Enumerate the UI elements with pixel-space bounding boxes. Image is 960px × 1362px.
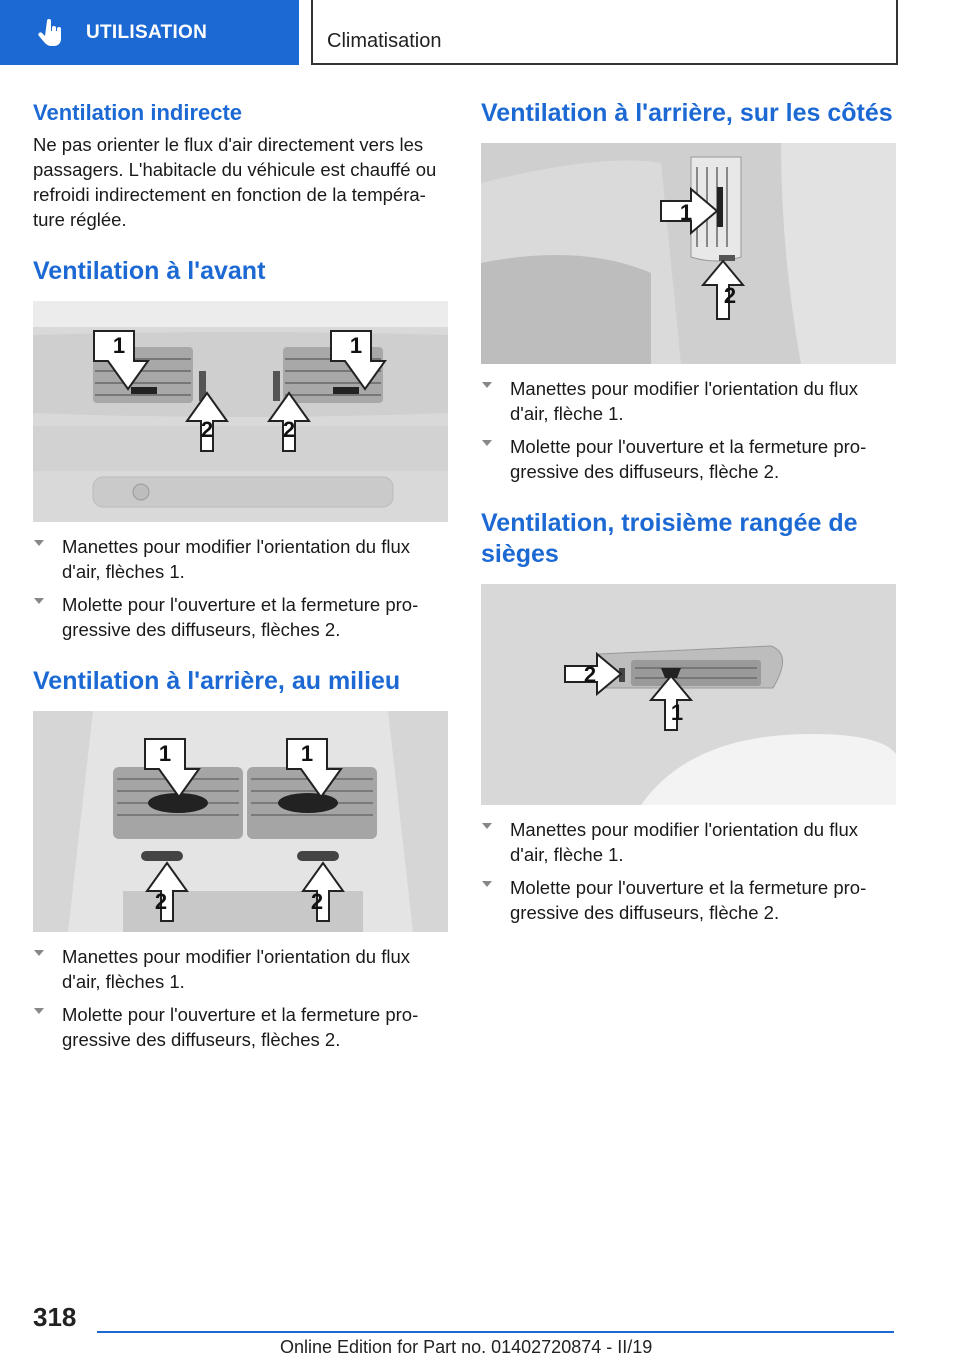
callout-1-right: 1 bbox=[300, 741, 314, 766]
paragraph-indirect-ventilation: Ne pas orienter le flux d'air directement vers les passagers. L'habitacle du véhicule est chauffé ou refroidi indirectement en fonction de la température réglée. bbox=[33, 134, 437, 230]
callout-1: 1 bbox=[679, 200, 693, 225]
triangle-bullet-icon bbox=[34, 1008, 44, 1014]
callout-1: 1 bbox=[670, 700, 684, 725]
list-item: Molette pour l'ouverture et la fermeture progressive des diffuseurs, flèche 2. bbox=[481, 875, 896, 925]
front-vents-figure bbox=[33, 301, 448, 522]
triangle-bullet-icon bbox=[482, 823, 492, 829]
triangle-bullet-icon bbox=[482, 382, 492, 388]
page-number: 318 bbox=[33, 1302, 77, 1332]
callout-2-right: 2 bbox=[282, 417, 296, 442]
chapter-label: UTILISATION bbox=[86, 21, 208, 43]
list-item: Molette pour l'ouverture et la fermeture progressive des diffuseurs, flèches 2. bbox=[33, 592, 448, 642]
heading-indirect-ventilation: Ventilation indirecte bbox=[33, 100, 243, 125]
callout-2-left: 2 bbox=[154, 889, 168, 914]
rear-center-ventilation-list bbox=[33, 944, 448, 1052]
list-item: Molette pour l'ouverture et la fermeture progressive des diffuseurs, flèche 2. bbox=[481, 434, 896, 484]
breadcrumb bbox=[311, 0, 898, 65]
callout-2-right: 2 bbox=[310, 889, 324, 914]
triangle-bullet-icon bbox=[482, 881, 492, 887]
heading-rear-center-ventilation: Ventilation à l'arrière, au milieu bbox=[33, 667, 401, 695]
hand-pointer-icon bbox=[38, 18, 64, 48]
section-name: Climatisation bbox=[327, 30, 442, 52]
third-row-vents-figure bbox=[481, 584, 896, 805]
rear-center-vents-figure bbox=[33, 711, 448, 932]
left-column bbox=[33, 98, 448, 1060]
callout-2: 2 bbox=[583, 662, 597, 687]
list-item: Manettes pour modifier l'orientation du flux d'air, flèches 1. bbox=[33, 944, 448, 994]
list-item: Manettes pour modifier l'orientation du flux d'air, flèche 1. bbox=[481, 817, 896, 867]
chapter-tab bbox=[0, 0, 299, 65]
callout-2-left: 2 bbox=[200, 417, 214, 442]
rear-side-vents-figure bbox=[481, 143, 896, 364]
triangle-bullet-icon bbox=[34, 598, 44, 604]
right-column bbox=[481, 98, 896, 933]
rear-side-ventilation-list bbox=[481, 376, 896, 484]
third-row-ventilation-list bbox=[481, 817, 896, 925]
list-item: Molette pour l'ouverture et la fermeture progressive des diffuseurs, flèches 2. bbox=[33, 1002, 448, 1052]
list-item: Manettes pour modifier l'orientation du flux d'air, flèche 1. bbox=[481, 376, 896, 426]
footer-divider bbox=[97, 1331, 894, 1333]
callout-2: 2 bbox=[723, 283, 737, 308]
callout-1-right: 1 bbox=[349, 333, 363, 358]
triangle-bullet-icon bbox=[482, 440, 492, 446]
callout-1-left: 1 bbox=[158, 741, 172, 766]
heading-third-row-ventilation: Ventilation, troisième rangée de sièges bbox=[481, 509, 858, 568]
list-item: Manettes pour modifier l'orientation du flux d'air, flèches 1. bbox=[33, 534, 448, 584]
triangle-bullet-icon bbox=[34, 950, 44, 956]
footer-edition: Online Edition for Part no. 01402720874 - II/19 bbox=[280, 1337, 653, 1357]
heading-front-ventilation: Ventilation à l'avant bbox=[33, 257, 266, 285]
triangle-bullet-icon bbox=[34, 540, 44, 546]
callout-1-left: 1 bbox=[112, 333, 126, 358]
heading-rear-side-ventilation: Ventilation à l'arrière, sur les côtés bbox=[481, 99, 893, 127]
front-ventilation-list bbox=[33, 534, 448, 642]
